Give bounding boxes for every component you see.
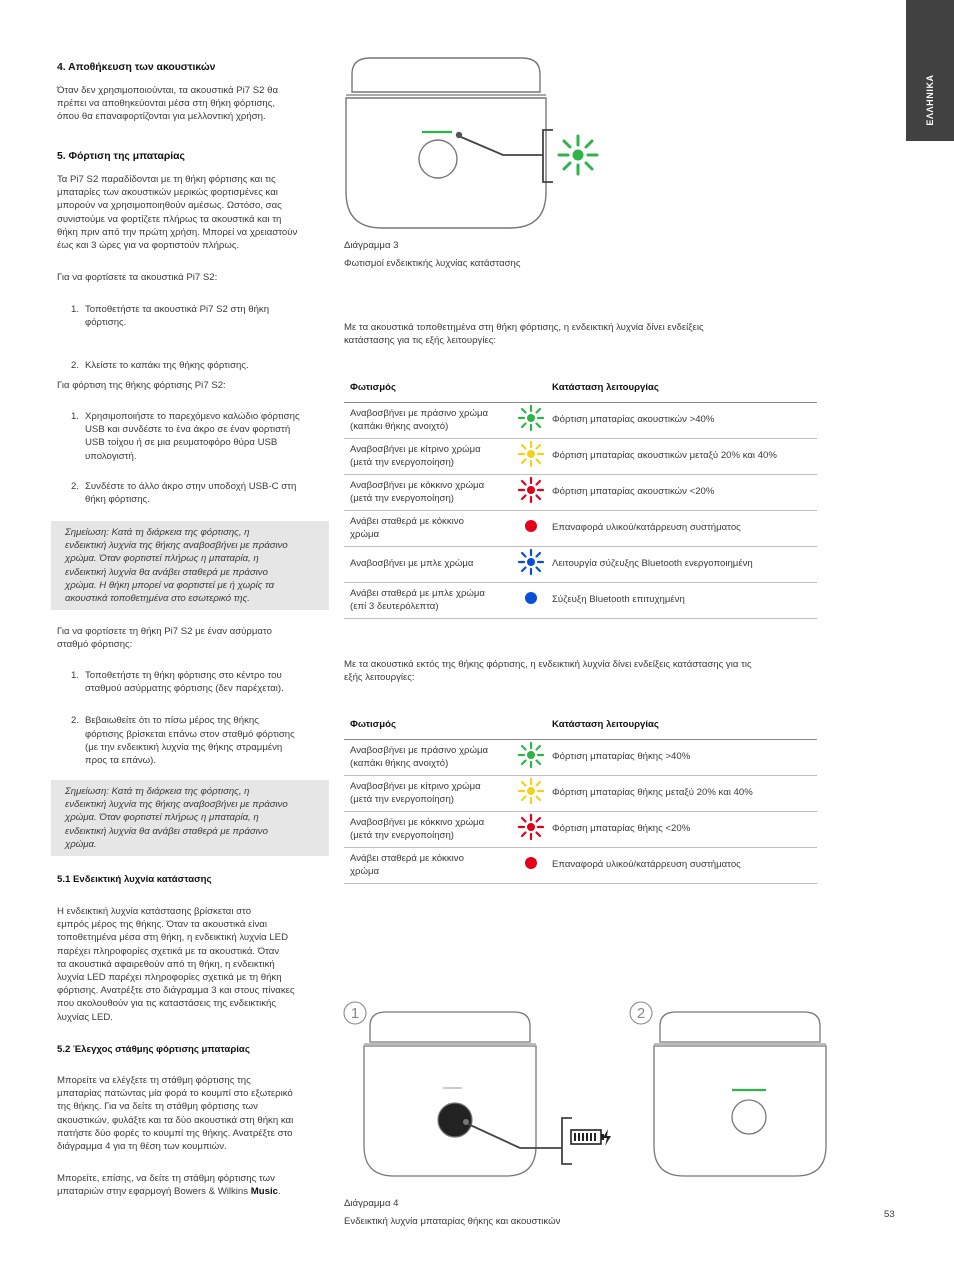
text-line: Η ενδεικτική λυχνία κατάστασης βρίσκεται στο bbox=[57, 906, 252, 917]
text-line: Τα Pi7 S2 παραδίδονται με τη θήκη φόρτισης και τις bbox=[57, 174, 276, 185]
step-2-number: 2 bbox=[636, 1005, 646, 1022]
text-line: μπαταρίας πατώντας μία φορά το κουμπί στο εξωτερικό bbox=[57, 1088, 293, 1100]
step-1-marker bbox=[344, 1002, 366, 1024]
status-description: Φόρτιση μπαταρίας ακουστικών <20% bbox=[546, 475, 817, 511]
text-line: σταθμού ασύρματης φόρτισης (δεν παρέχεται). bbox=[85, 683, 284, 695]
app-note-text: μπαταριών στην εφαρμογή Bowers & Wilkins bbox=[57, 1186, 251, 1198]
text-line: Βεβαιωθείτε ότι το πίσω μέρος της θήκης bbox=[85, 715, 259, 727]
text-line: Όταν δεν χρησιμοποιούνται, τα ακουστικά Pi7 S2 θα bbox=[57, 85, 278, 96]
light-indicator bbox=[516, 583, 546, 619]
status-description: Επαναφορά υλικού/κατάρρευση συστήματος bbox=[546, 848, 817, 884]
list-text bbox=[85, 669, 284, 695]
list-number: 2. bbox=[71, 360, 80, 372]
light-description: Αναβοσβήνει με κίτρινο χρώμα (μετά την ενεργοποίηση) bbox=[344, 439, 516, 475]
status-description: Φόρτιση μπαταρίας θήκης >40% bbox=[546, 740, 817, 776]
text-line: λυχνία LED παρέχει πληροφορίες σχετικά με τη θήκη bbox=[57, 972, 282, 984]
status-description: Φόρτιση μπαταρίας θήκης <20% bbox=[546, 812, 817, 848]
text-line: χρώμα. Η θήκη μπορεί να φορτιστεί με ή χωρίς τα bbox=[65, 579, 275, 591]
charge-buds-intro: Για να φορτίσετε τα ακουστικά Pi7 S2: bbox=[57, 272, 218, 283]
solid-light-icon bbox=[517, 849, 545, 877]
text-line: ενδεικτική λυχνία της θήκης αναβοσβήνει με πράσινο bbox=[65, 799, 288, 811]
text-line: τοποθετημένα μέσα στη θήκη, η ενδεικτική λυχνία LED bbox=[57, 932, 288, 944]
text-line: θήκη φόρτισης. bbox=[85, 494, 150, 506]
list-item bbox=[71, 303, 329, 329]
table-row bbox=[344, 583, 817, 619]
text-line: έως και 3 ώρες για να φορτιστούν πλήρως. bbox=[57, 240, 240, 252]
diagram-4-caption bbox=[344, 1195, 560, 1231]
wireless-intro bbox=[57, 625, 329, 651]
diagram-3-caption bbox=[344, 237, 521, 273]
list-number: 2. bbox=[71, 715, 80, 727]
list-number: 2. bbox=[71, 480, 80, 492]
text-line: ενδεικτική λυχνία της θήκης αναβοσβήνει με πράσινο bbox=[65, 540, 288, 552]
language-tab-label: ΕΛΛΗΝΙΚΑ bbox=[925, 74, 935, 126]
text-line: σταθμό φόρτισης: bbox=[57, 639, 133, 651]
language-tab bbox=[906, 0, 954, 141]
status-description: Σύζευξη Bluetooth επιτυχημένη bbox=[546, 583, 817, 619]
list-item bbox=[71, 714, 329, 767]
text-line: που ακολουθούν για τις καταστάσεις της ενδεικτικής bbox=[57, 998, 276, 1010]
wireless-steps bbox=[71, 669, 329, 767]
app-note-line1: Μπορείτε, επίσης, να δείτε τη στάθμη φόρτισης των bbox=[57, 1173, 275, 1184]
text-line: θήκη πριν από την πρώτη χρήση. Μπορεί να χρειαστούν bbox=[57, 226, 298, 238]
solid-light-icon bbox=[517, 512, 545, 540]
list-text bbox=[85, 303, 269, 329]
list-number: 1. bbox=[71, 411, 80, 422]
diagram-3-label: Διάγραμμα 3 bbox=[344, 240, 399, 251]
step-1-number: 1 bbox=[350, 1005, 360, 1022]
status-table-in-case bbox=[344, 372, 817, 619]
light-indicator bbox=[516, 848, 546, 884]
text-line: πατήστε δύο φορές το κουμπί της θήκης. Ανατρέξτε στο bbox=[57, 1127, 293, 1139]
app-note-line2 bbox=[57, 1185, 329, 1198]
status-description: Φόρτιση μπαταρίας ακουστικών >40% bbox=[546, 403, 817, 439]
text-line: παρέχει πληροφορίες σχετικά με τα ακουστικά. Όταν bbox=[57, 945, 280, 957]
text-line: λυχνίας LED. bbox=[57, 1011, 113, 1023]
green-flash-icon bbox=[559, 136, 597, 174]
text-line: χρώμα. Όταν φορτιστεί πλήρως η μπαταρία, η bbox=[65, 812, 259, 824]
column-header-light: Φωτισμός bbox=[344, 709, 546, 740]
light-indicator bbox=[516, 776, 546, 812]
diagram-4-label: Διάγραμμα 4 bbox=[344, 1198, 399, 1209]
list-text bbox=[85, 359, 249, 372]
text-line: Τοποθετήστε τα ακουστικά Pi7 S2 στη θήκη bbox=[85, 304, 270, 315]
text-line: φόρτισης. Ανατρέξτε στο διάγραμμα 3 και στους πίνακες bbox=[57, 985, 295, 997]
text-line: ενδεικτική λυχνία θα ανάβει σταθερά με πράσινο bbox=[65, 825, 268, 837]
status-description: Επαναφορά υλικού/κατάρρευση συστήματος bbox=[546, 511, 817, 547]
list-item bbox=[71, 359, 329, 372]
text-line: μπορούν να χρησιμοποιηθούν αμέσως. Ωστόσο, σας bbox=[57, 200, 282, 212]
text-line: ακουστικών, φυλάξτε και τα δύο ακουστικά στη θήκη και bbox=[57, 1114, 294, 1126]
light-indicator bbox=[516, 511, 546, 547]
flashing-light-icon bbox=[517, 404, 545, 432]
table-header-row bbox=[344, 372, 817, 403]
app-note-end: . bbox=[277, 1186, 281, 1198]
table-row bbox=[344, 812, 817, 848]
light-indicator bbox=[516, 439, 546, 475]
list-number: 1. bbox=[71, 304, 80, 315]
light-indicator bbox=[516, 403, 546, 439]
section-5-body bbox=[57, 173, 329, 252]
table-row bbox=[344, 547, 817, 583]
section-5-title: 5. Φόρτιση της μπαταρίας bbox=[57, 151, 185, 162]
text-line: προς τα επάνω). bbox=[85, 755, 157, 767]
table-1-intro bbox=[344, 321, 824, 347]
text-line: χρώμα. Όταν φορτιστεί πλήρως η μπαταρία, η bbox=[65, 553, 259, 565]
column-header-status: Κατάσταση λειτουργίας bbox=[546, 709, 817, 740]
section-5-2-title: 5.2 Έλεγχος στάθμης φόρτισης μπαταρίας bbox=[57, 1044, 250, 1055]
app-name: Music bbox=[250, 1186, 278, 1198]
text-line: συνιστούμε να φορτίζετε πλήρως τα ακουστικά και τη bbox=[57, 213, 282, 225]
note-wireless bbox=[51, 780, 329, 856]
section-4-title: 4. Αποθήκευση των ακουστικών bbox=[57, 62, 216, 73]
text-line: Μπορείτε να ελέγξετε τη στάθμη φόρτισης της bbox=[57, 1075, 251, 1086]
column-header-status: Κατάσταση λειτουργίας bbox=[546, 372, 817, 403]
flashing-light-icon bbox=[517, 813, 545, 841]
light-description: Ανάβει σταθερά με κόκκινο χρώμα bbox=[344, 511, 516, 547]
table-row bbox=[344, 848, 817, 884]
text-line: κατάστασης για τις εξής λειτουργίες: bbox=[344, 335, 497, 347]
light-description: Αναβοσβήνει με μπλε χρώμα bbox=[344, 547, 516, 583]
charge-case-intro: Για φόρτιση της θήκης φόρτισης Pi7 S2: bbox=[57, 380, 226, 391]
text-line: πρέπει να αποθηκεύονται μέσα στη θήκη φόρτισης, bbox=[57, 98, 276, 110]
list-number: 1. bbox=[71, 670, 80, 681]
status-table-out-of-case bbox=[344, 709, 817, 884]
page-number: 53 bbox=[884, 1209, 895, 1220]
list-item bbox=[71, 410, 329, 463]
light-description: Αναβοσβήνει με κίτρινο χρώμα (μετά την ενεργοποίηση) bbox=[344, 776, 516, 812]
text-line: (με την ενδεικτική λυχνία της θήκης στραμμένη bbox=[85, 741, 283, 753]
charge-case-steps bbox=[71, 410, 329, 506]
table-row bbox=[344, 475, 817, 511]
text-line: USB τοίχου ή σε μια ρευματοφόρο θύρα USB bbox=[85, 437, 278, 449]
text-line: φόρτισης. bbox=[85, 317, 127, 329]
light-indicator bbox=[516, 812, 546, 848]
battery-charging-icon bbox=[571, 1129, 611, 1146]
text-line: USB και συνδέστε το ένα άκρο σε έναν φορτιστή bbox=[85, 424, 291, 436]
table-row bbox=[344, 403, 817, 439]
charge-buds-steps bbox=[71, 303, 329, 373]
text-line: Με τα ακουστικά τοποθετημένα στη θήκη φόρτισης, η ενδεικτική λυχνία δίνει ενδείξεις bbox=[344, 322, 704, 333]
diagram-3-case-illustration bbox=[340, 52, 620, 237]
text-line: διάγραμμα 4 για τη θέση των κουμπιών. bbox=[57, 1141, 227, 1153]
text-line: τα ακουστικά αφαιρεθούν από τη θήκη, η ενδεικτική bbox=[57, 958, 275, 970]
flashing-light-icon bbox=[517, 476, 545, 504]
light-description: Αναβοσβήνει με πράσινο χρώμα (καπάκι θήκης ανοιχτό) bbox=[344, 740, 516, 776]
section-5-1-title: 5.1 Ενδεικτική λυχνία κατάστασης bbox=[57, 874, 212, 885]
list-item bbox=[71, 480, 329, 506]
light-description: Αναβοσβήνει με κόκκινο χρώμα (μετά την ενεργοποίηση) bbox=[344, 475, 516, 511]
light-description: Αναβοσβήνει με πράσινο χρώμα (καπάκι θήκης ανοιχτό) bbox=[344, 403, 516, 439]
text-line: όπου θα επαναφορτίζονται για μελλοντική χρήση. bbox=[57, 111, 266, 123]
status-description: Λειτουργία σύζευξης Bluetooth ενεργοποιημένη bbox=[546, 547, 817, 583]
text-line: Συνδέστε το άλλο άκρο στην υποδοχή USB-C στη bbox=[85, 480, 297, 492]
text-line: ενδεικτική λυχνία θα ανάβει σταθερά με πράσινο bbox=[65, 566, 268, 578]
text-line: ακουστικά τοποθετημένα στο εσωτερικό της. bbox=[65, 593, 250, 605]
note-charging-case bbox=[51, 521, 329, 610]
text-line: Σημείωση: Κατά τη διάρκεια της φόρτισης, η bbox=[65, 527, 250, 538]
solid-light-icon bbox=[517, 584, 545, 612]
section-5-2-app-note bbox=[57, 1172, 329, 1198]
table-row bbox=[344, 776, 817, 812]
list-text bbox=[85, 480, 296, 506]
light-description: Ανάβει σταθερά με κόκκινο χρώμα bbox=[344, 848, 516, 884]
text-line: Για να φορτίσετε τη θήκη Pi7 S2 με έναν ασύρματο bbox=[57, 626, 272, 637]
light-description: Ανάβει σταθερά με μπλε χρώμα (επί 3 δευτερόλεπτα) bbox=[344, 583, 516, 619]
section-4-body bbox=[57, 84, 329, 124]
list-text bbox=[85, 410, 300, 463]
section-5-1-body bbox=[57, 905, 329, 1024]
table-header-row bbox=[344, 709, 817, 740]
text-line: χρώμα. bbox=[65, 838, 97, 850]
flashing-light-icon bbox=[517, 777, 545, 805]
text-line: εμπρός μέρος της θήκης. Όταν τα ακουστικά είναι bbox=[57, 919, 267, 931]
diagram-4-illustration bbox=[340, 998, 860, 1198]
step-2-marker bbox=[630, 1002, 652, 1024]
flashing-light-icon bbox=[517, 548, 545, 576]
text-line: εξής λειτουργίες: bbox=[344, 672, 415, 684]
light-indicator bbox=[516, 740, 546, 776]
text-line: της θήκης. Για να δείτε τη στάθμη φόρτισης των bbox=[57, 1101, 258, 1113]
text-line: υπολογιστή. bbox=[85, 450, 137, 462]
light-indicator bbox=[516, 547, 546, 583]
text-line: Σημείωση: Κατά τη διάρκεια της φόρτισης, η bbox=[65, 786, 250, 797]
flashing-light-icon bbox=[517, 440, 545, 468]
text-line: Κλείστε το καπάκι της θήκης φόρτισης. bbox=[85, 360, 249, 372]
text-line: Χρησιμοποιήστε το παρεχόμενο καλώδιο φόρτισης bbox=[85, 411, 300, 422]
diagram-4-text: Ενδεικτική λυχνία μπαταρίας θήκης και ακουστικών bbox=[344, 1216, 561, 1227]
list-text bbox=[85, 714, 295, 767]
list-item bbox=[71, 669, 329, 695]
light-description: Αναβοσβήνει με κόκκινο χρώμα (μετά την ενεργοποίηση) bbox=[344, 812, 516, 848]
table-row bbox=[344, 511, 817, 547]
diagram-3-text: Φωτισμοί ενδεικτικής λυχνίας κατάστασης bbox=[344, 258, 521, 269]
status-description: Φόρτιση μπαταρίας θήκης μεταξύ 20% και 40% bbox=[546, 776, 817, 812]
table-row bbox=[344, 439, 817, 475]
flashing-light-icon bbox=[517, 741, 545, 769]
table-row bbox=[344, 740, 817, 776]
text-line: φόρτισης βρίσκεται επάνω στον σταθμό φόρτισης bbox=[85, 728, 295, 740]
section-5-2-body bbox=[57, 1074, 329, 1153]
text-line: μπαταρίες των ακουστικών μερικώς φορτισμένες και bbox=[57, 187, 278, 199]
text-line: Με τα ακουστικά εκτός της θήκης φόρτισης, η ενδεικτική λυχνία δίνει ενδείξεις κατάστασης για τις bbox=[344, 659, 752, 670]
text-line: Τοποθετήστε τη θήκη φόρτισης στο κέντρο του bbox=[85, 670, 282, 681]
table-2-intro bbox=[344, 658, 824, 684]
column-header-light: Φωτισμός bbox=[344, 372, 546, 403]
status-description: Φόρτιση μπαταρίας ακουστικών μεταξύ 20% και 40% bbox=[546, 439, 817, 475]
light-indicator bbox=[516, 475, 546, 511]
